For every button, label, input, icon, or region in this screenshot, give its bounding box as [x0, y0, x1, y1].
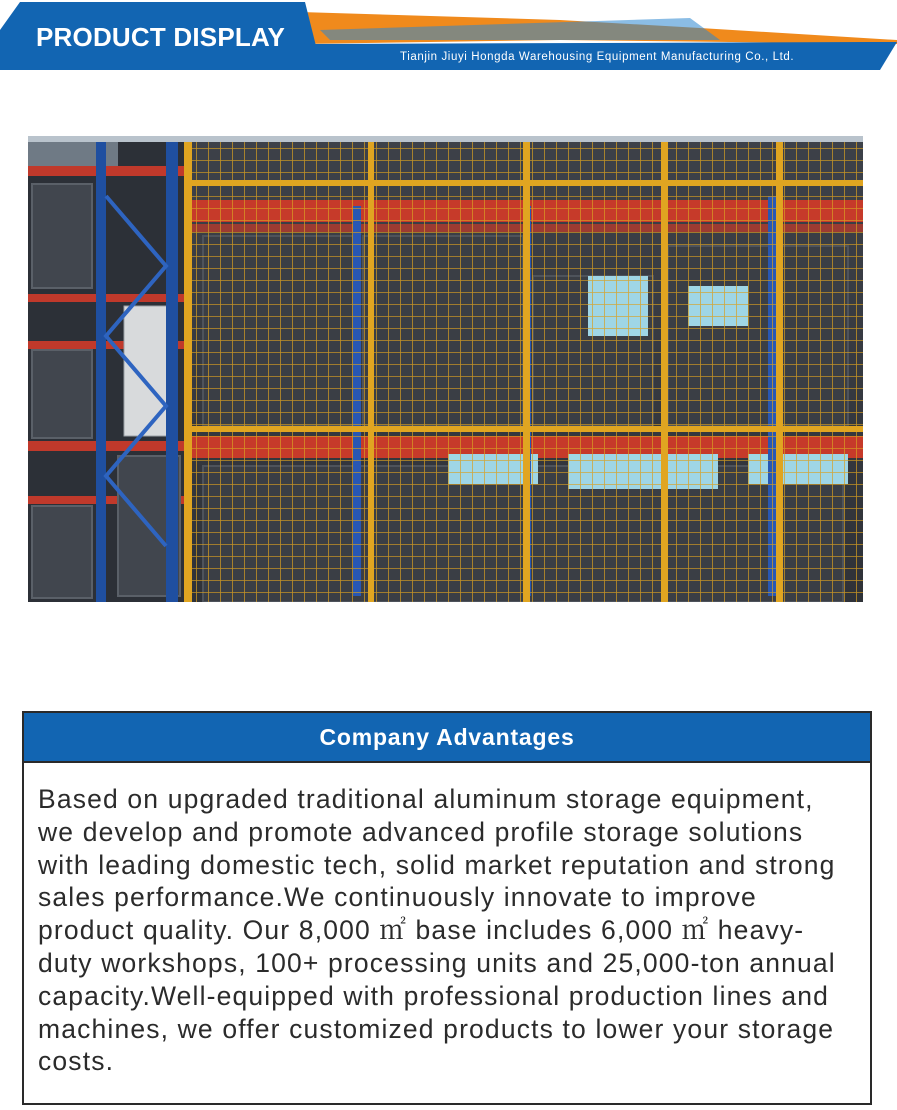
advantages-title: Company Advantages: [319, 723, 575, 750]
company-name: Tianjin Jiuyi Hongda Warehousing Equipment Manufacturing Co., Ltd.: [400, 51, 795, 63]
advantages-description: Based on upgraded traditional aluminum storage equipment, we develop and promote advanced profile storage solutions with leading domestic tech, solid market reputation and strong sales performance.We continuously innovate to improve product quality. Our 8,000 ㎡ base includes 6,000 ㎡ heavy-duty workshops, 100+ processing units and 25,000-ton annual capacity.Well-equipped with professional production lines and machines, we offer customized products to lower your storage costs.: [38, 784, 836, 1077]
product-photo: [28, 136, 863, 602]
company-advantages-panel: [22, 711, 872, 1105]
page-title: PRODUCT DISPLAY: [36, 22, 286, 52]
header-banner: [0, 0, 897, 75]
advantages-header: [24, 713, 870, 763]
